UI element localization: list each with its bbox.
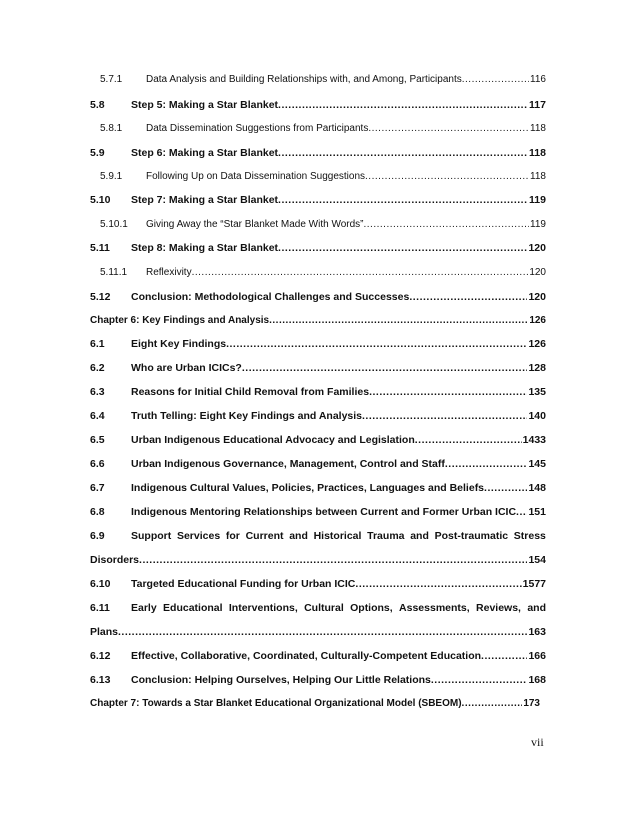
toc-entry-title: Urban Indigenous Governance, Management, Control and Staff bbox=[131, 458, 445, 470]
dot-leader bbox=[481, 649, 527, 663]
toc-entry-5-9-1[interactable] bbox=[90, 170, 546, 184]
title-word: Stress bbox=[513, 530, 546, 542]
dot-leader bbox=[278, 146, 528, 160]
toc-entry-number: 6.8 bbox=[90, 506, 105, 518]
title-word: Services bbox=[176, 530, 221, 542]
toc-entry-title: Effective, Collaborative, Coordinated, Culturally-Competent Education bbox=[131, 650, 482, 662]
dot-leader bbox=[278, 98, 528, 112]
toc-entry-title: Targeted Educational Funding for Urban ICIC bbox=[131, 578, 356, 590]
title-word: Support bbox=[131, 530, 172, 542]
toc-entry-chapter-6[interactable] bbox=[90, 314, 546, 328]
toc-entry-title: Disorders bbox=[90, 554, 140, 566]
toc-entry-title: Giving Away the “Star Blanket Made With Words” bbox=[146, 219, 364, 230]
toc-entry-title: Step 5: Making a Star Blanket bbox=[131, 99, 279, 111]
toc-entry-number: 6.5 bbox=[90, 434, 105, 446]
dot-leader bbox=[242, 361, 528, 375]
title-word: Trauma bbox=[367, 530, 405, 542]
toc-entry-title: Step 6: Making a Star Blanket bbox=[131, 147, 279, 159]
toc-entry-number: 6.7 bbox=[90, 482, 105, 494]
toc-entry-number: 5.8.1 bbox=[100, 123, 123, 134]
toc-entry-number: 5.10 bbox=[90, 194, 111, 206]
dot-leader bbox=[368, 122, 529, 136]
toc-entry-title: Indigenous Mentoring Relationships between Current and Former Urban ICIC bbox=[131, 506, 517, 518]
toc-entry-page: 118 bbox=[530, 123, 546, 134]
toc-entry-page: 120 bbox=[528, 242, 546, 254]
dot-leader bbox=[431, 673, 528, 687]
toc-entry-title bbox=[131, 601, 546, 615]
toc-entry-number: 5.9.1 bbox=[100, 171, 123, 182]
dot-leader bbox=[278, 241, 527, 255]
toc-entry-title: Eight Key Findings bbox=[131, 338, 227, 350]
toc-entry-title: Data Dissemination Suggestions from Participants bbox=[146, 123, 369, 134]
dot-leader bbox=[365, 170, 529, 184]
toc-entry-6-11[interactable] bbox=[90, 601, 546, 615]
toc-entry-6-10[interactable] bbox=[90, 577, 546, 591]
toc-entry-5-10[interactable] bbox=[90, 193, 546, 207]
dot-leader bbox=[139, 553, 527, 567]
title-word: Historical bbox=[313, 530, 362, 542]
title-word: Educational bbox=[163, 602, 223, 614]
toc-entry-number: 5.8 bbox=[90, 99, 105, 111]
toc-entry-title: Reflexivity bbox=[146, 267, 192, 278]
toc-entry-page: 168 bbox=[528, 674, 546, 686]
toc-entry-6-5[interactable] bbox=[90, 433, 546, 447]
toc-entry-page: 119 bbox=[529, 194, 546, 206]
toc-entry-page: 116 bbox=[530, 74, 546, 85]
toc-entry-5-10-1[interactable] bbox=[90, 218, 546, 232]
title-word: Options, bbox=[350, 602, 393, 614]
toc-entry-page: 118 bbox=[530, 171, 546, 182]
toc-entry-6-11-continued[interactable] bbox=[90, 625, 546, 639]
title-word: Current bbox=[245, 530, 284, 542]
dot-leader bbox=[484, 481, 527, 495]
toc-entry-number: 6.12 bbox=[90, 650, 111, 662]
toc-entry-number: 6.2 bbox=[90, 362, 105, 374]
toc-entry-5-8[interactable] bbox=[90, 98, 546, 112]
toc-entry-6-4[interactable] bbox=[90, 409, 546, 423]
toc-entry-5-7-1[interactable] bbox=[90, 73, 546, 87]
title-word: Reviews, bbox=[476, 602, 521, 614]
title-word: for bbox=[225, 530, 240, 542]
dot-leader bbox=[462, 73, 529, 87]
toc-entry-title: Conclusion: Helping Ourselves, Helping Our Little Relations bbox=[131, 674, 431, 686]
toc-entry-number: 6.11 bbox=[90, 602, 110, 614]
toc-entry-title: Conclusion: Methodological Challenges and Successes bbox=[131, 291, 410, 303]
toc-entry-6-13[interactable] bbox=[90, 673, 546, 687]
dot-leader bbox=[369, 385, 527, 399]
toc-entry-page: 154 bbox=[528, 554, 546, 566]
toc-entry-number: 5.10.1 bbox=[100, 219, 128, 230]
toc-entry-number: 6.9 bbox=[90, 530, 105, 542]
toc-entry-number: 5.11 bbox=[90, 242, 110, 254]
toc-entry-6-7[interactable] bbox=[90, 481, 546, 495]
toc-entry-number: 5.9 bbox=[90, 147, 105, 159]
toc-entry-title: Reasons for Initial Child Removal from Families bbox=[131, 386, 370, 398]
toc-entry-page: 118 bbox=[529, 147, 546, 159]
toc-entry-number: 5.7.1 bbox=[100, 74, 123, 85]
toc-entry-chapter-7[interactable] bbox=[90, 697, 540, 711]
toc-entry-5-8-1[interactable] bbox=[90, 122, 546, 136]
dot-leader bbox=[278, 193, 528, 207]
toc-entry-5-11[interactable] bbox=[90, 241, 546, 255]
toc-entry-page: 128 bbox=[528, 362, 546, 374]
toc-entry-title: Following Up on Data Dissemination Suggestions bbox=[146, 171, 366, 182]
page-folio: vii bbox=[531, 735, 544, 749]
toc-entry-6-9[interactable] bbox=[90, 529, 546, 543]
toc-entry-page: 166 bbox=[528, 650, 546, 662]
dot-leader bbox=[409, 290, 527, 304]
dot-leader bbox=[118, 625, 527, 639]
title-word: Early bbox=[131, 602, 157, 614]
toc-entry-5-11-1[interactable] bbox=[90, 266, 546, 280]
toc-entry-number: 5.11.1 bbox=[100, 267, 128, 278]
toc-entry-page: 119 bbox=[530, 219, 546, 230]
toc-entry-page: 135 bbox=[528, 386, 546, 398]
dot-leader bbox=[226, 337, 527, 351]
toc-entry-page: 173 bbox=[523, 698, 540, 709]
toc-entry-title: Urban Indigenous Educational Advocacy and Legislation bbox=[131, 434, 415, 446]
toc-entry-page: 148 bbox=[528, 482, 546, 494]
title-word: Post-traumatic bbox=[434, 530, 509, 542]
toc-entry-6-3[interactable] bbox=[90, 385, 546, 399]
toc-entry-page: 126 bbox=[528, 338, 546, 350]
toc-entry-page: 163 bbox=[528, 626, 546, 638]
dot-leader bbox=[462, 697, 523, 711]
toc-entry-number: 6.10 bbox=[90, 578, 111, 590]
title-word: and bbox=[527, 602, 546, 614]
toc-entry-6-1[interactable] bbox=[90, 337, 546, 351]
dot-leader bbox=[516, 505, 527, 519]
dot-leader bbox=[364, 218, 530, 232]
toc-entry-number: 6.3 bbox=[90, 386, 105, 398]
dot-leader bbox=[269, 314, 528, 328]
toc-entry-6-8[interactable] bbox=[90, 505, 546, 519]
title-word: Interventions, bbox=[228, 602, 298, 614]
toc-entry-number: 6.6 bbox=[90, 458, 105, 470]
title-word: and bbox=[410, 530, 429, 542]
toc-entry-title: Step 7: Making a Star Blanket bbox=[131, 194, 279, 206]
toc-entry-title bbox=[131, 529, 546, 543]
toc-entry-page: 1433 bbox=[522, 434, 546, 446]
toc-entry-6-12[interactable] bbox=[90, 649, 546, 663]
dot-leader bbox=[362, 409, 527, 423]
toc-entry-title: Chapter 7: Towards a Star Blanket Educational Organizational Model (SBEOM) bbox=[90, 698, 462, 709]
dot-leader bbox=[445, 457, 528, 471]
toc-entry-page: 145 bbox=[528, 458, 546, 470]
toc-entry-title: Data Analysis and Building Relationships with, and Among, Participants bbox=[146, 74, 462, 85]
toc-entry-title: Truth Telling: Eight Key Findings and Analysis bbox=[131, 410, 363, 422]
toc-entry-6-6[interactable] bbox=[90, 457, 546, 471]
dot-leader bbox=[192, 266, 529, 280]
toc-entry-page: 120 bbox=[529, 267, 546, 278]
toc-entry-page: 126 bbox=[529, 315, 546, 326]
toc-entry-page: 140 bbox=[528, 410, 546, 422]
toc-entry-5-9[interactable] bbox=[90, 146, 546, 160]
toc-entry-number: 6.13 bbox=[90, 674, 111, 686]
dot-leader bbox=[355, 577, 521, 591]
toc-entry-number: 5.12 bbox=[90, 291, 111, 303]
toc-entry-title: Indigenous Cultural Values, Policies, Practices, Languages and Beliefs bbox=[131, 482, 485, 494]
toc-entry-title: Chapter 6: Key Findings and Analysis bbox=[90, 315, 270, 326]
toc-entry-page: 1577 bbox=[522, 578, 546, 590]
toc-entry-number: 6.1 bbox=[90, 338, 105, 350]
toc-entry-title: Step 8: Making a Star Blanket bbox=[131, 242, 279, 254]
title-word: Cultural bbox=[304, 602, 344, 614]
toc-entry-number: 6.4 bbox=[90, 410, 105, 422]
toc-entry-6-2[interactable] bbox=[90, 361, 546, 375]
toc-entry-page: 151 bbox=[528, 506, 546, 518]
toc-entry-title: Plans bbox=[90, 626, 119, 638]
toc-entry-page: 120 bbox=[528, 291, 546, 303]
toc-entry-title: Who are Urban ICICs? bbox=[131, 362, 242, 374]
toc-entry-5-12[interactable] bbox=[90, 290, 546, 304]
dot-leader bbox=[415, 433, 522, 447]
toc-entry-6-9-continued[interactable] bbox=[90, 553, 546, 567]
title-word: Assessments, bbox=[399, 602, 470, 614]
title-word: and bbox=[289, 530, 308, 542]
toc-entry-page: 117 bbox=[529, 99, 546, 111]
